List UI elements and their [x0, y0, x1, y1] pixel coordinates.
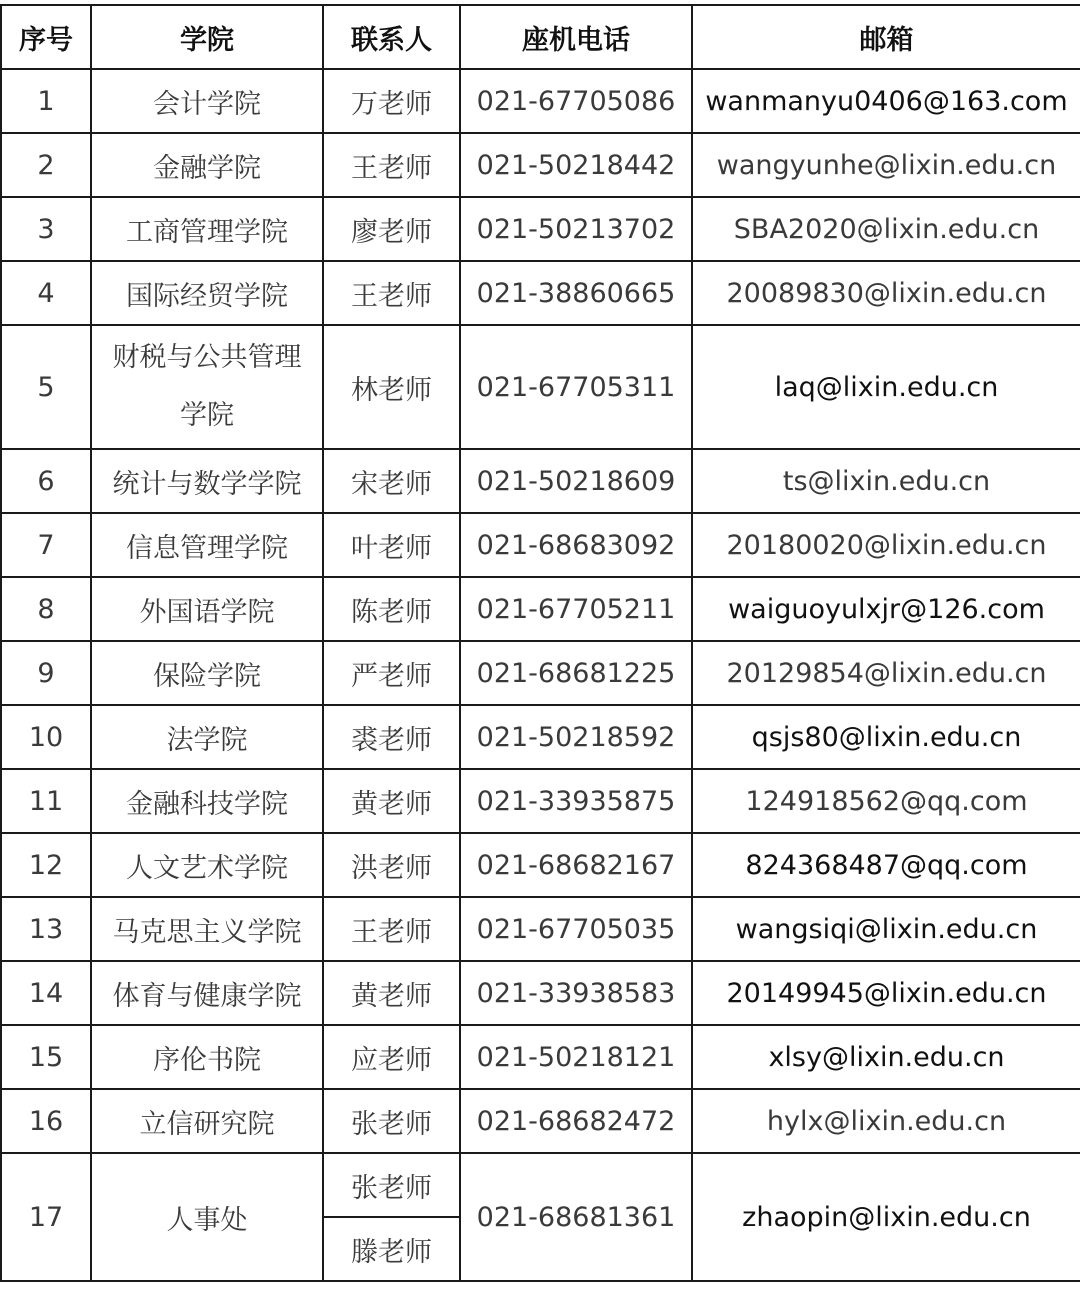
phone-cell: 021-68681225 — [460, 641, 692, 705]
contact-cell: 万老师 — [323, 69, 460, 133]
table-header-row — [1, 5, 1080, 69]
college-cell: 保险学院 — [91, 641, 323, 705]
row-index: 7 — [1, 513, 91, 577]
email-cell: 124918562@qq.com — [692, 769, 1080, 833]
table-row — [1, 325, 1080, 449]
header-college: 学院 — [91, 5, 323, 69]
contact-table — [0, 4, 1080, 1282]
phone-cell: 021-33935875 — [460, 769, 692, 833]
table-row — [1, 69, 1080, 133]
header-email: 邮箱 — [692, 5, 1080, 69]
contact-cell: 严老师 — [323, 641, 460, 705]
college-cell: 工商管理学院 — [91, 197, 323, 261]
table-row — [1, 897, 1080, 961]
email-cell: zhaopin@lixin.edu.cn — [692, 1153, 1080, 1281]
contact-cell: 王老师 — [323, 897, 460, 961]
college-cell: 立信研究院 — [91, 1089, 323, 1153]
phone-cell: 021-67705086 — [460, 69, 692, 133]
row-index: 13 — [1, 897, 91, 961]
contact-cell: 黄老师 — [323, 769, 460, 833]
phone-cell: 021-68681361 — [460, 1153, 692, 1281]
college-cell: 人事处 — [91, 1153, 323, 1281]
contact-cell: 滕老师 — [323, 1217, 460, 1281]
table-row — [1, 133, 1080, 197]
email-cell: 20149945@lixin.edu.cn — [692, 961, 1080, 1025]
college-cell: 统计与数学学院 — [91, 449, 323, 513]
contact-cell: 洪老师 — [323, 833, 460, 897]
email-cell: 824368487@qq.com — [692, 833, 1080, 897]
email-cell: 20180020@lixin.edu.cn — [692, 513, 1080, 577]
college-cell: 马克思主义学院 — [91, 897, 323, 961]
college-line-1: 财税与公共管理 — [112, 342, 302, 373]
phone-cell: 021-68683092 — [460, 513, 692, 577]
table-row — [1, 641, 1080, 705]
table-row — [1, 197, 1080, 261]
phone-cell: 021-50218121 — [460, 1025, 692, 1089]
contact-cell: 王老师 — [323, 261, 460, 325]
college-cell: 体育与健康学院 — [91, 961, 323, 1025]
phone-cell: 021-50213702 — [460, 197, 692, 261]
email-cell: laq@lixin.edu.cn — [692, 325, 1080, 449]
row-index: 15 — [1, 1025, 91, 1089]
college-cell: 序伦书院 — [91, 1025, 323, 1089]
table-row — [1, 1153, 1080, 1217]
email-cell: wanmanyu0406@163.com — [692, 69, 1080, 133]
table-row — [1, 1025, 1080, 1089]
row-index: 1 — [1, 69, 91, 133]
college-line-2: 学院 — [180, 400, 234, 431]
email-cell: 20089830@lixin.edu.cn — [692, 261, 1080, 325]
college-cell: 国际经贸学院 — [91, 261, 323, 325]
table-row — [1, 833, 1080, 897]
college-cell: 会计学院 — [91, 69, 323, 133]
header-phone: 座机电话 — [460, 5, 692, 69]
phone-cell: 021-50218592 — [460, 705, 692, 769]
table-row — [1, 705, 1080, 769]
row-index: 5 — [1, 325, 91, 449]
header-contact: 联系人 — [323, 5, 460, 69]
contact-cell: 张老师 — [323, 1089, 460, 1153]
college-cell: 信息管理学院 — [91, 513, 323, 577]
header-index: 序号 — [1, 5, 91, 69]
email-cell: 20129854@lixin.edu.cn — [692, 641, 1080, 705]
table-row — [1, 513, 1080, 577]
phone-cell: 021-67705211 — [460, 577, 692, 641]
table-row — [1, 261, 1080, 325]
email-cell: SBA2020@lixin.edu.cn — [692, 197, 1080, 261]
table-row — [1, 577, 1080, 641]
contact-cell: 廖老师 — [323, 197, 460, 261]
table-row — [1, 1089, 1080, 1153]
phone-cell: 021-68682167 — [460, 833, 692, 897]
row-index: 3 — [1, 197, 91, 261]
contact-cell: 宋老师 — [323, 449, 460, 513]
phone-cell: 021-38860665 — [460, 261, 692, 325]
row-index: 16 — [1, 1089, 91, 1153]
phone-cell: 021-50218609 — [460, 449, 692, 513]
row-index: 4 — [1, 261, 91, 325]
row-index: 8 — [1, 577, 91, 641]
table-row — [1, 961, 1080, 1025]
email-cell: ts@lixin.edu.cn — [692, 449, 1080, 513]
college-cell — [91, 325, 323, 449]
row-index: 12 — [1, 833, 91, 897]
row-index: 11 — [1, 769, 91, 833]
contact-cell: 张老师 — [323, 1153, 460, 1217]
phone-cell: 021-67705035 — [460, 897, 692, 961]
phone-cell: 021-33938583 — [460, 961, 692, 1025]
college-cell: 外国语学院 — [91, 577, 323, 641]
college-cell: 金融科技学院 — [91, 769, 323, 833]
phone-cell: 021-67705311 — [460, 325, 692, 449]
contact-cell: 应老师 — [323, 1025, 460, 1089]
email-cell: wangsiqi@lixin.edu.cn — [692, 897, 1080, 961]
contact-cell: 陈老师 — [323, 577, 460, 641]
email-cell: wangyunhe@lixin.edu.cn — [692, 133, 1080, 197]
row-index: 17 — [1, 1153, 91, 1281]
table-row — [1, 769, 1080, 833]
college-cell: 金融学院 — [91, 133, 323, 197]
table-row — [1, 449, 1080, 513]
email-cell: qsjs80@lixin.edu.cn — [692, 705, 1080, 769]
email-cell: waiguoyulxjr@126.com — [692, 577, 1080, 641]
row-index: 9 — [1, 641, 91, 705]
phone-cell: 021-50218442 — [460, 133, 692, 197]
row-index: 2 — [1, 133, 91, 197]
email-cell: hylx@lixin.edu.cn — [692, 1089, 1080, 1153]
row-index: 10 — [1, 705, 91, 769]
contact-cell: 林老师 — [323, 325, 460, 449]
contact-cell: 王老师 — [323, 133, 460, 197]
email-cell: xlsy@lixin.edu.cn — [692, 1025, 1080, 1089]
row-index: 6 — [1, 449, 91, 513]
college-cell: 人文艺术学院 — [91, 833, 323, 897]
contact-cell: 叶老师 — [323, 513, 460, 577]
contact-cell: 黄老师 — [323, 961, 460, 1025]
row-index: 14 — [1, 961, 91, 1025]
contact-cell: 裘老师 — [323, 705, 460, 769]
college-cell: 法学院 — [91, 705, 323, 769]
phone-cell: 021-68682472 — [460, 1089, 692, 1153]
